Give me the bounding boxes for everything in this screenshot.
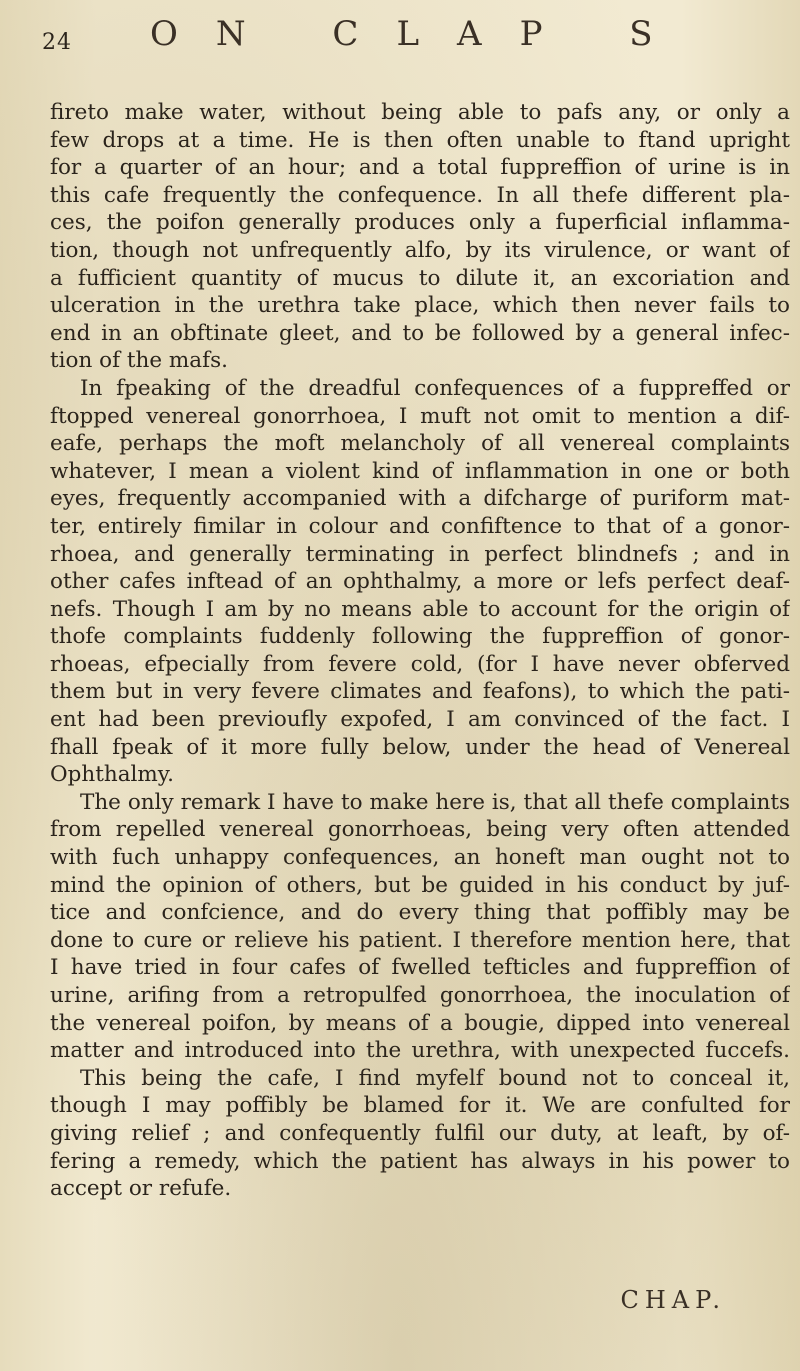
text-line: fireto make water, without being able to pafs any, or only a — [50, 100, 790, 125]
running-title: ON CLAP S — [150, 14, 691, 54]
text-line: end in an obftinate gleet, and to be followed by a general infec- — [50, 320, 790, 346]
text-line: tion, though not unfrequently alfo, by its virulence, or want of — [50, 237, 790, 263]
text-line: them but in very fevere climates and feafons), to which the pati- — [50, 679, 790, 705]
catchword: CHAP. — [620, 1286, 726, 1314]
text-line: eafe, perhaps the moft melancholy of all venereal complaints — [50, 431, 790, 457]
text-line: a fufficient quantity of mucus to dilute it, an excoriation and — [50, 265, 790, 291]
text-line: ter, entirely fimilar in colour and confiftence to that of a gonor- — [50, 513, 790, 539]
text-line: In fpeaking of the dreadful confequences of a fuppreffed or — [80, 375, 790, 401]
text-line: though I may poffibly be blamed for it. We are confulted for — [50, 1093, 790, 1119]
text-line: fering a remedy, which the patient has always in his power to — [50, 1148, 790, 1174]
text-line: rhoea, and generally terminating in perfect blindnefs ; and in — [50, 541, 790, 567]
text-line: matter and introduced into the urethra, with unexpected fuccefs. — [50, 1038, 790, 1064]
text-line: thofe complaints fuddenly following the fuppreffion of gonor- — [50, 624, 790, 650]
page-number: 24 — [42, 30, 72, 55]
text-line: nefs. Though I am by no means able to account for the origin of — [50, 596, 790, 622]
text-line: for a quarter of an hour; and a total fuppreffion of urine is in — [50, 155, 790, 181]
text-line: urine, arifing from a retropulfed gonorrhoea, the inoculation of — [50, 983, 790, 1008]
text-line: Ophthalmy. — [50, 762, 174, 788]
text-line: ulceration in the urethra take place, which then never fails to — [50, 293, 790, 319]
text-line: mind the opinion of others, but be guided in his conduct by juf- — [50, 872, 790, 898]
text-line: The only remark I have to make here is, that all thefe complaints — [80, 789, 790, 815]
text-line: eyes, frequently accompanied with a difcharge of puriform mat- — [50, 486, 790, 512]
running-head — [42, 8, 691, 68]
text-line: other cafes inftead of an ophthalmy, a more or lefs perfect deaf- — [50, 569, 790, 595]
text-line: fhall fpeak of it more fully below, under the head of Venereal — [50, 734, 790, 760]
text-line: rhoeas, efpecially from fevere cold, (for I have never obferved — [50, 651, 790, 677]
text-line: few drops at a time. He is then often unable to ftand upright — [50, 127, 790, 153]
text-line: ftopped venereal gonorrhoea, I muft not omit to mention a dif- — [50, 403, 790, 429]
text-line: with fuch unhappy confequences, an honeft man ought not to — [50, 845, 790, 871]
text-line: ces, the poifon generally produces only a fuperficial inflamma- — [50, 210, 790, 236]
text-line: giving relief ; and confequently fulfil our duty, at leaft, by of- — [50, 1120, 790, 1146]
text-line: done to cure or relieve his patient. I therefore mention here, that — [50, 927, 790, 953]
text-line: tion of the mafs. — [50, 348, 228, 374]
text-line: This being the cafe, I find myfelf bound not to conceal it, — [80, 1065, 790, 1091]
text-line: tice and confcience, and do every thing that poffibly may be — [50, 900, 790, 926]
text-line: whatever, I mean a violent kind of inflammation in one or both — [50, 458, 790, 484]
body-text — [50, 99, 790, 1203]
text-line: I have tried in four cafes of fwelled tefticles and fuppreffion of — [50, 955, 790, 981]
text-line: the venereal poifon, by means of a bougie, dipped into venereal — [50, 1010, 790, 1036]
text-line: from repelled venereal gonorrhoeas, being very often attended — [50, 817, 790, 843]
text-line: this cafe frequently the confequence. In all thefe different pla- — [50, 182, 790, 208]
text-line: accept or refufe. — [50, 1176, 232, 1202]
text-line: ent had been previoufly expofed, I am convinced of the fact. I — [50, 707, 790, 733]
